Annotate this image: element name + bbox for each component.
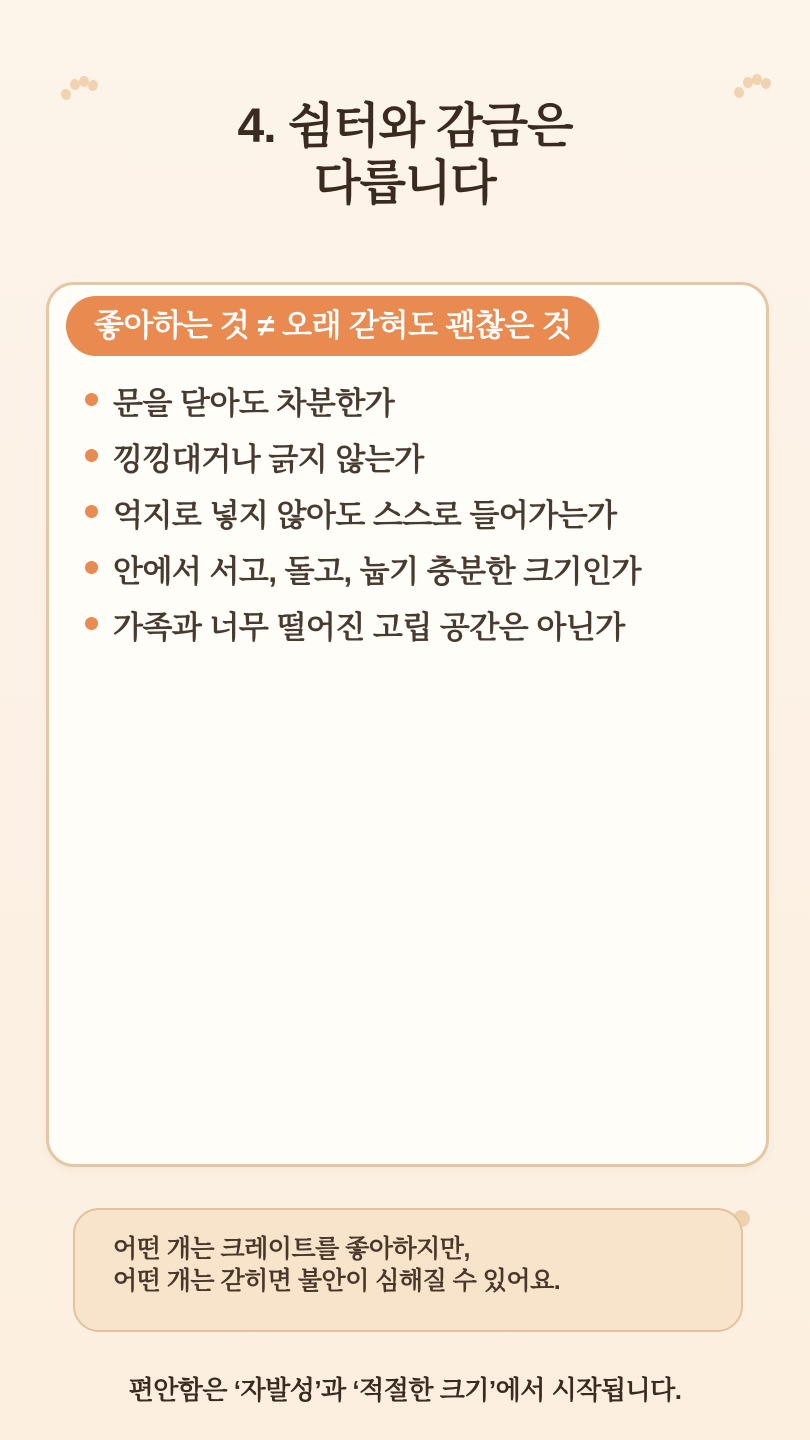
bullet-dot-icon (85, 505, 98, 518)
checklist-item-label: 문을 닫아도 차분한가 (113, 386, 395, 421)
checklist-item (85, 387, 766, 420)
note-line1: 어떤 개는 크레이트를 좋아하지만, (113, 1235, 470, 1263)
checklist-item (85, 611, 766, 644)
footer-message: 편안함은 ‘자발성’과 ‘적절한 크기’에서 시작됩니다. (128, 1375, 682, 1405)
page-title-line2: 다릅니다 (314, 157, 496, 210)
paw-print-icon (733, 74, 775, 100)
checklist-item-label: 낑낑대거나 긁지 않는가 (113, 442, 424, 477)
paw-toe-icon (87, 79, 99, 92)
note-line2: 어떤 개는 갇히면 불안이 심해질 수 있어요. (113, 1267, 561, 1295)
page-title (0, 98, 810, 212)
checklist-card (46, 282, 769, 1167)
card-header-badge: 좋아하는 것 ≠ 오래 갇혀도 괜찮은 것 (66, 296, 599, 356)
checklist-item-label: 가족과 너무 떨어진 고립 공간은 아닌가 (113, 610, 625, 645)
checklist (49, 387, 766, 644)
note-box (73, 1208, 743, 1332)
bullet-dot-icon (85, 561, 98, 574)
checklist-item (85, 555, 766, 588)
bullet-dot-icon (85, 617, 98, 630)
paw-toe-icon (760, 77, 772, 90)
bullet-dot-icon (85, 449, 98, 462)
checklist-item-label: 억지로 넣지 않아도 스스로 들어가는가 (113, 498, 617, 533)
checklist-item (85, 443, 766, 476)
bullet-dot-icon (85, 393, 98, 406)
page-title-line1: 4. 쉼터와 감금은 (237, 100, 573, 153)
checklist-item (85, 499, 766, 532)
checklist-item-label: 안에서 서고, 돌고, 눕기 충분한 크기인가 (113, 554, 641, 589)
